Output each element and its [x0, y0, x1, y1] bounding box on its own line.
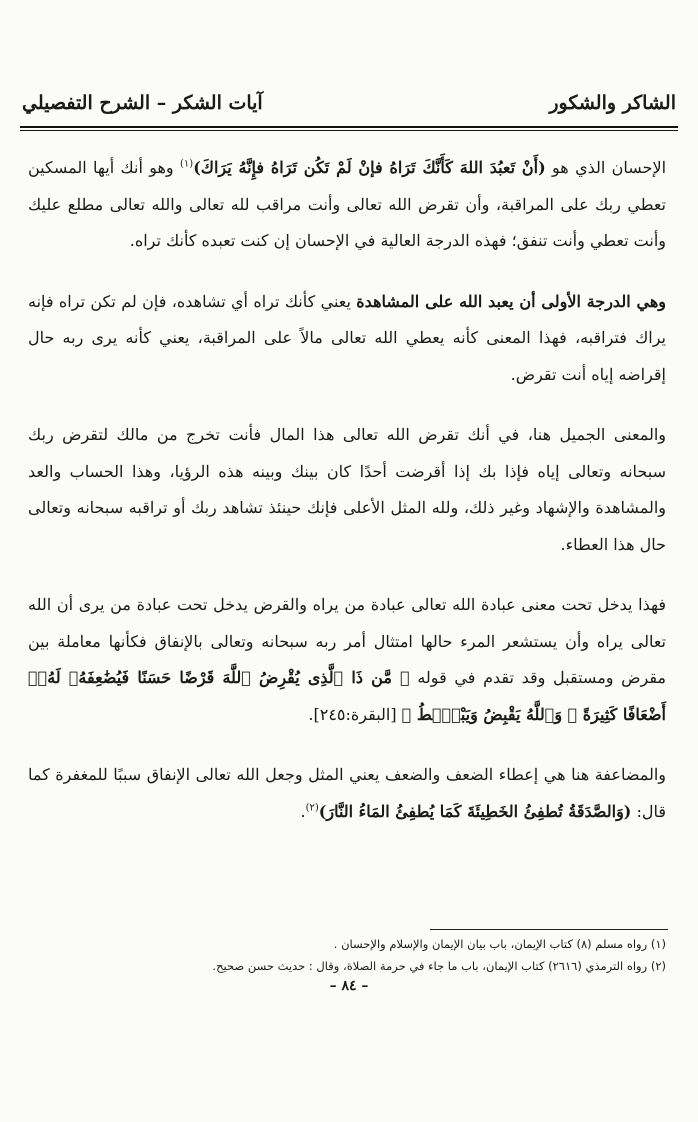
- hadith-quote: (وَالصَّدَقَةُ تُطفِئُ الخَطِيئَةَ كَمَا يُطفِئُ المَاءُ النَّارَ): [318, 801, 632, 821]
- header-rule-thin: [20, 130, 678, 131]
- paragraph-2: وهي الدرجة الأولى أن يعبد الله على المشاهدة يعني كأنك تراه أي تشاهده، فإن لم تكن تراه فإنه يراك فتراقبه، فهذا المعنى كأنه يعطي الله تعالى مالاً على المراقبة، يعني كأنه يرى ربه حال إقراضه إياه أنت تقرض.: [28, 291, 666, 384]
- footnote-1: (١) رواه مسلم (٨) كتاب الإيمان، باب بيان الإيمان والإسلام والإحسان .: [333, 937, 666, 951]
- hadith-quote: (أَنْ تَعبُدَ اللهَ كَأَنَّكَ تَرَاهُ فإنْ لَمْ تَكُن تَرَاهُ فإِنَّهُ يَرَاكَ): [193, 158, 546, 177]
- footnotes: [28, 933, 666, 977]
- paragraph-5: والمضاعفة هنا هي إعطاء الضعف والضعف يعني المثل وجعل الله تعالى الإنفاق سببًا للمغفرة كما قال: (وَالصَّدَقَةُ تُطفِئُ الخَطِيئَةَ كَمَا يُطفِئُ المَاءُ النَّارَ)$^{(٢)}$.: [28, 765, 666, 821]
- header-right-title: الشاكر والشكور: [549, 92, 676, 114]
- verse-reference: [البقرة:٢٤٥].: [308, 704, 402, 724]
- quran-verse: ﴿ مَّن ذَا ٱلَّذِى يُقْرِضُ ٱللَّهَ قَرْضًا حَسَنًا فَيُضَٰعِفَهُۥ لَهُۥٓ أَضْعَافًا كَثِيرَةً ۚ وَٱللَّهُ يَقْبِضُ وَيَبْصُۜطُ ﴾: [28, 668, 666, 724]
- header-rule: [20, 126, 678, 128]
- page-number: – ٨٤ –: [329, 978, 369, 994]
- footnote-2: (٢) رواه الترمذي (٢٦١٦) كتاب الإيمان، باب ما جاء في حرمة الصلاة، وقال : حديث حسن صحيح.: [212, 959, 666, 973]
- footnote-marker: (١): [180, 158, 194, 170]
- footnote-marker: (٢): [305, 802, 319, 814]
- header-left-title: آيات الشكر – الشرح التفصيلي: [22, 92, 263, 114]
- footnote-separator: [430, 929, 668, 930]
- main-text: [28, 150, 666, 854]
- paragraph-4: فهذا يدخل تحت معنى عبادة الله تعالى عبادة من يراه والقرض يدخل تحت عبادة من يرى أن الله تعالى يراه وأن يستشعر المرء حالها امتثال أمر ربه سبحانه وتعالى بالإنفاق فكأنها معاملة بين مقرض ومستقبل وقد تقدم في قوله ﴿ مَّن ذَا ٱلَّذِى يُقْرِضُ ٱللَّهَ قَرْضًا حَسَنًا فَيُضَٰعِفَهُۥ لَهُۥٓ أَضْعَافًا كَثِيرَةً ۚ وَٱللَّهُ يَقْبِضُ وَيَبْصُۜطُ ﴾ [البقرة:٢٤٥].: [28, 595, 667, 724]
- running-header: [22, 92, 676, 114]
- bold-phrase: وهي الدرجة الأولى أن يعبد الله على المشاهدة: [356, 291, 666, 311]
- paragraph-1: الإحسان الذي هو (أَنْ تَعبُدَ اللهَ كَأَنَّكَ تَرَاهُ فإنْ لَمْ تَكُن تَرَاهُ فإِنَّهُ يَرَاكَ)$^{(١)}$ وهو أنك أيها المسكين تعطي ربك على المراقبة، وأن تقرض الله تعالى وأنت مراقب لله تعالى والله تعالى مطلع عليك وأنت تعطي وأنت تنفق؛ فهذه الدرجة العالية في الإحسان إن كنت تعبده كأنك تراه.: [28, 158, 667, 250]
- paragraph-3: والمعنى الجميل هنا، في أنك تقرض الله تعالى هذا المال فأنت تخرج من مالك لتقرض ربك سبحانه وتعالى إياه فإذا بك إذا أقرضت أحدًا كان بينك وبينه هذه الرؤيا، وهذا الحساب والعد والمشاهدة والإشهاد وغير ذلك، ولله المثل الأعلى فإنك حينئذ تشاهد ربك أو تراقبه سبحانه وتعالى حال هذا العطاء.: [28, 425, 666, 554]
